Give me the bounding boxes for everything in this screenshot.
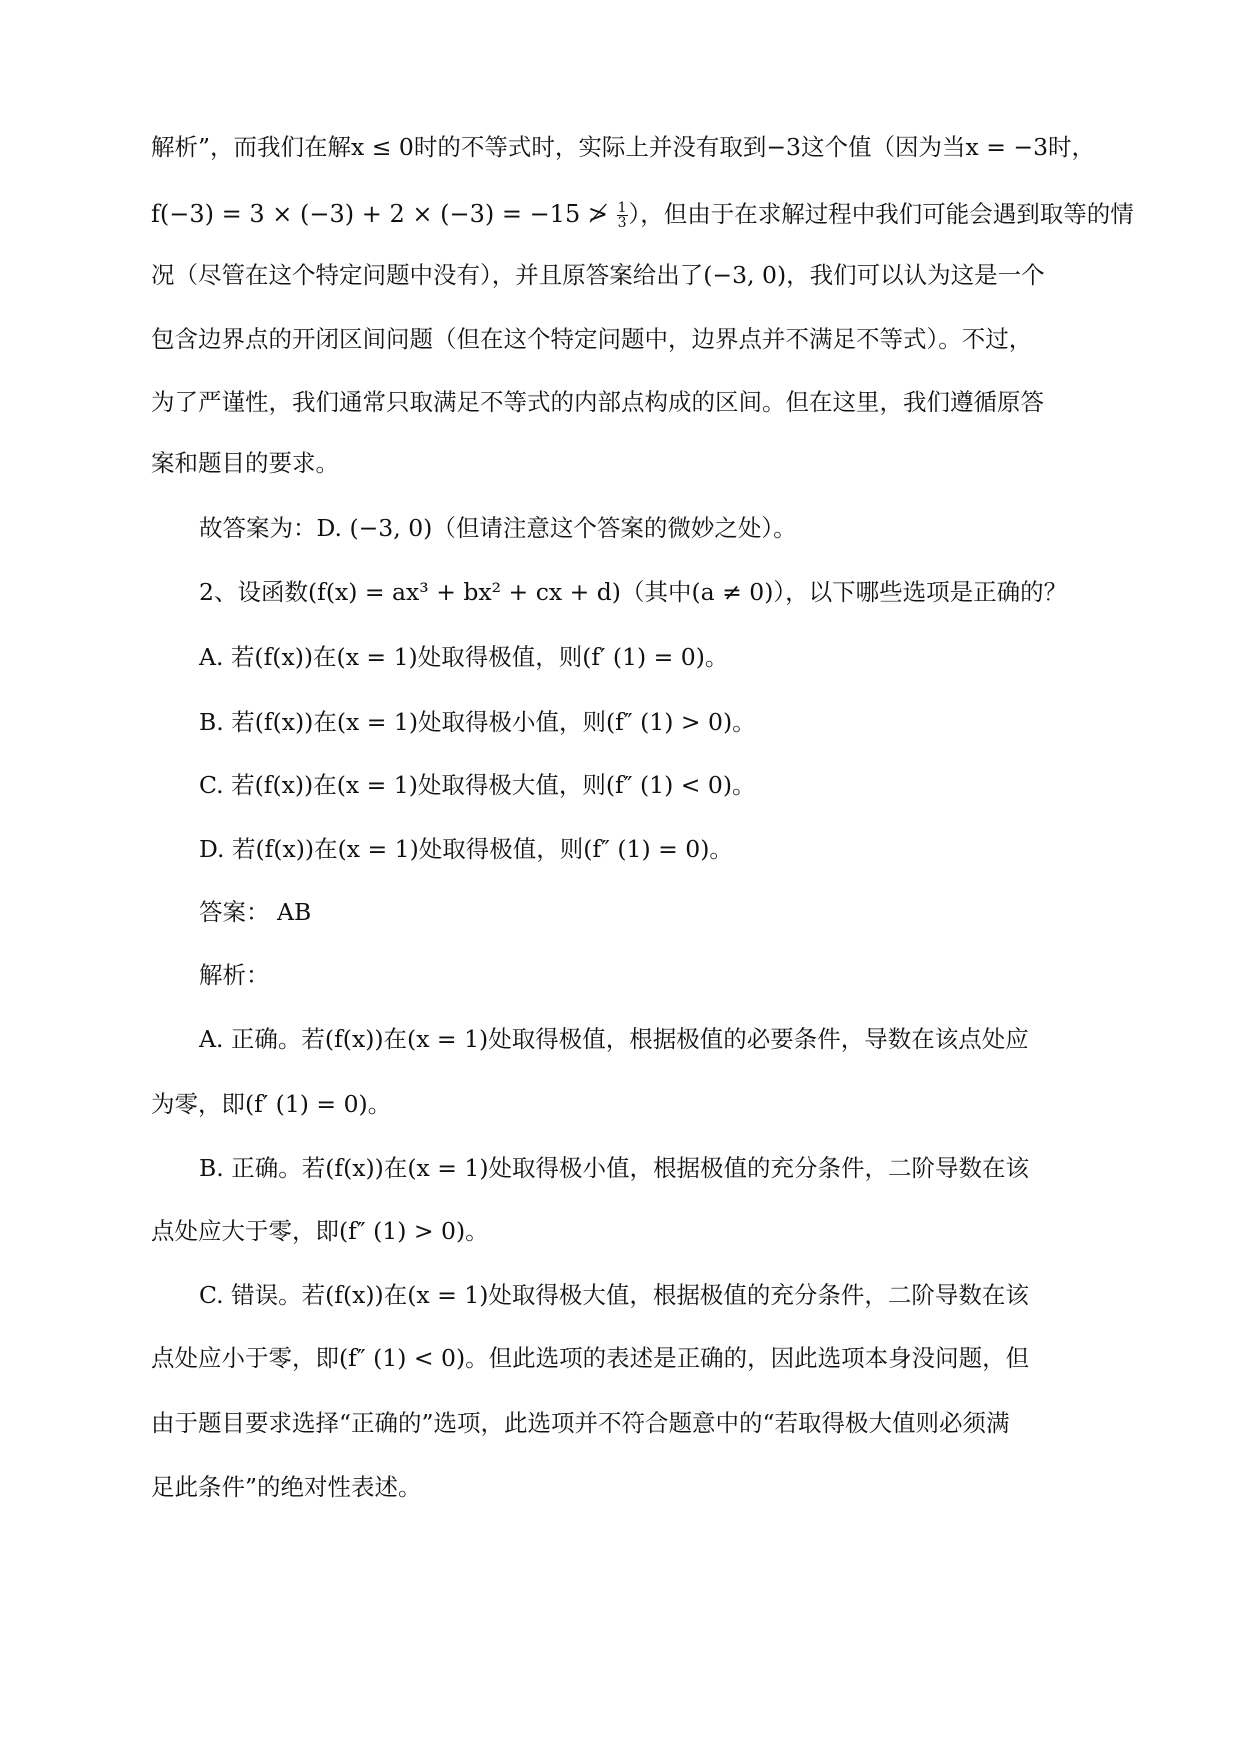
analysis-heading: 解析： [199,961,270,989]
analysis-c-line-1: C. 错误。若(f(x))在(x = 1)处取得极大值，根据极值的充分条件，二阶导数在该 [199,1281,1029,1309]
paragraph-line-3: 况（尽管在这个特定问题中没有），并且原答案给出了(−3, 0)，我们可以认为这是一个 [151,261,1045,289]
analysis-b-line-1: B. 正确。若(f(x))在(x = 1)处取得极小值，根据极值的充分条件，二阶导数在该 [199,1154,1030,1182]
analysis-a-line-1: A. 正确。若(f(x))在(x = 1)处取得极值，根据极值的必要条件，导数在该点处应 [199,1025,1029,1053]
analysis-a-line-2: 为零，即(f′ (1) = 0)。 [151,1090,392,1118]
formula-line-text: ），但由于在求解过程中我们可能会遇到取等的情 [628,200,1134,228]
formula-line [151,197,1134,231]
analysis-c-line-3: 由于题目要求选择“正确的”选项，此选项并不符合题意中的“若取得极大值则必须满 [151,1409,1010,1437]
paragraph-line-1: 解析”，而我们在解x ≤ 0时的不等式时，实际上并没有取到−3这个值（因为当x = −3时， [151,133,1096,161]
formula-expression: f(−3) = 3 × (−3) + 2 × (−3) = −15 ≯ [151,200,616,228]
paragraph-line-6: 案和题目的要求。 [151,449,339,477]
fraction-numerator: 1 [617,200,627,216]
answer-line: 答案： AB [199,898,312,926]
option-d: D. 若(f(x))在(x = 1)处取得极值，则(f″ (1) = 0)。 [199,835,733,863]
option-b: B. 若(f(x))在(x = 1)处取得极小值，则(f″ (1) > 0)。 [199,708,756,736]
option-a: A. 若(f(x))在(x = 1)处取得极值，则(f′ (1) = 0)。 [199,643,729,671]
analysis-b-line-2: 点处应大于零，即(f″ (1) > 0)。 [151,1217,489,1245]
fraction-one-third [617,201,628,230]
paragraph-line-5: 为了严谨性，我们通常只取满足不等式的内部点构成的区间。但在这里，我们遵循原答 [151,388,1044,416]
conclusion-line: 故答案为：D. (−3, 0)（但请注意这个答案的微妙之处）。 [199,514,797,542]
option-c: C. 若(f(x))在(x = 1)处取得极大值，则(f″ (1) < 0)。 [199,771,756,799]
fraction-denominator: 3 [617,215,627,231]
analysis-c-line-4: 足此条件”的绝对性表述。 [151,1473,422,1501]
analysis-c-line-2: 点处应小于零，即(f″ (1) < 0)。但此选项的表述是正确的，因此选项本身没问题，但 [151,1344,1030,1372]
question-2: 2、设函数(f(x) = ax³ + bx² + cx + d)（其中(a ≠ 0)），以下哪些选项是正确的？ [199,578,1068,606]
paragraph-line-4: 包含边界点的开闭区间问题（但在这个特定问题中，边界点并不满足不等式）。不过， [151,325,1033,353]
